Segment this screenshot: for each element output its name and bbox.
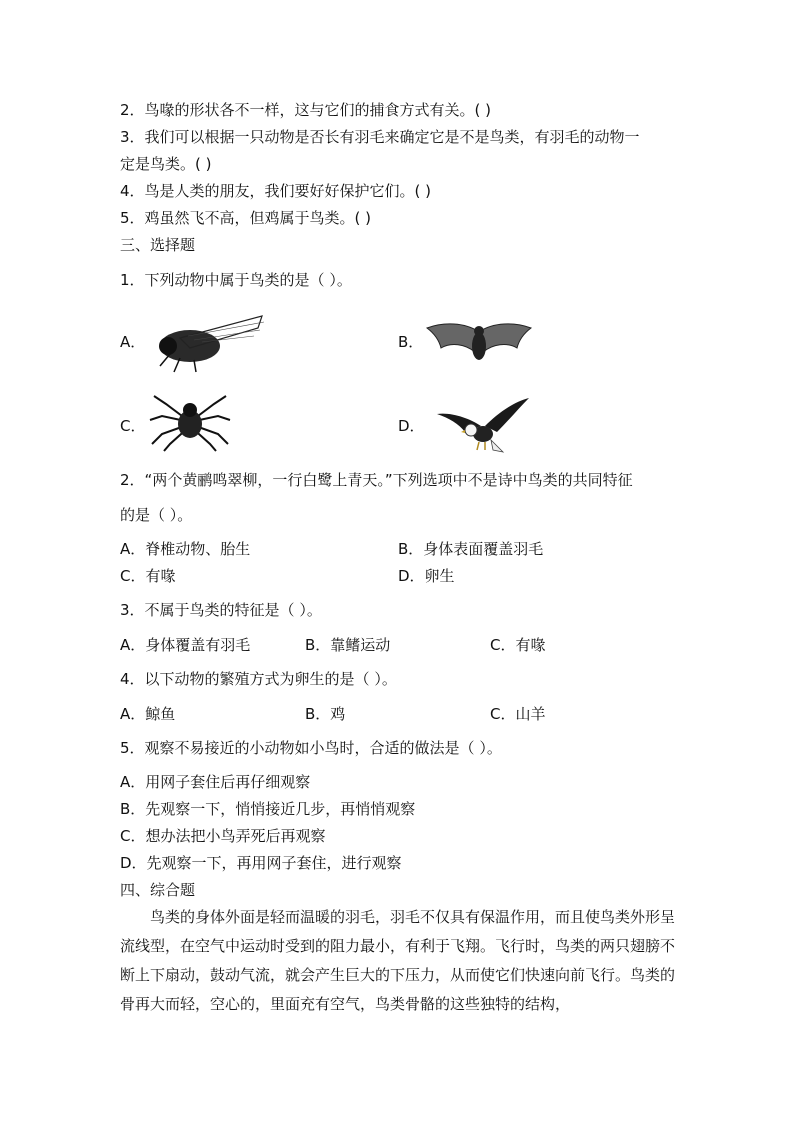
spider-image	[148, 394, 232, 456]
choice-q2-option-a: A．脊椎动物、胎生	[120, 540, 251, 558]
choice-q5-stem: 5．观察不易接近的小动物如小鸟时，合适的做法是（ ）。	[120, 739, 502, 757]
choice-q4-option-b: B．鸡	[305, 705, 346, 723]
judgment-q3-line2: 定是鸟类。( )	[120, 155, 212, 173]
section4-title: 四、综合题	[120, 881, 196, 899]
choice-q2-option-d: D．卵生	[398, 567, 455, 585]
choice-q4-option-a: A．鲸鱼	[120, 705, 176, 723]
choice-q5-option-b: B．先观察一下，悄悄接近几步，再悄悄观察	[120, 800, 416, 818]
choice-q1-stem: 1．下列动物中属于鸟类的是（ ）。	[120, 271, 352, 289]
section4-passage: 鸟类的身体外面是轻而温暖的羽毛，羽毛不仅具有保温作用，而且使鸟类外形呈流线型，在空气中运动时受到的阻力最小，有利于飞翔。飞行时，鸟类的两只翅膀不断上下扇动，鼓动气流，就会产生巨大的下压力，从而使它们快速向前飞行。鸟类的骨再大而轻，空心的，里面充有空气，鸟类骨骼的这些独特的结构，	[120, 908, 676, 1013]
choice-q2-option-b: B．身体表面覆盖羽毛	[398, 540, 544, 558]
choice-q5-option-d: D．先观察一下，再用网子套住，进行观察	[120, 854, 402, 872]
choice-q5-option-a: A．用网子套住后再仔细观察	[120, 773, 311, 791]
choice-q2-option-c: C．有喙	[120, 567, 176, 585]
judgment-q3-line1: 3．我们可以根据一只动物是否长有羽毛来确定它是不是鸟类，有羽毛的动物一	[120, 128, 640, 146]
choice-q4-stem: 4．以下动物的繁殖方式为卵生的是（ ）。	[120, 670, 397, 688]
eagle-image	[435, 396, 531, 462]
choice-q3-option-c: C．有喙	[490, 636, 546, 654]
choice-q1-option-a-label: A．	[120, 333, 146, 351]
choice-q3-stem: 3．不属于鸟类的特征是（ ）。	[120, 601, 322, 619]
judgment-q2: 2．鸟喙的形状各不一样，这与它们的捕食方式有关。( )	[120, 101, 492, 119]
choice-q3-option-a: A．身体覆盖有羽毛	[120, 636, 251, 654]
judgment-q4: 4．鸟是人类的朋友，我们要好好保护它们。( )	[120, 182, 432, 200]
section3-title: 三、选择题	[120, 236, 196, 254]
choice-q1-option-c-label: C．	[120, 417, 146, 435]
choice-q1-option-d-label: D．	[398, 417, 425, 435]
choice-q3-option-b: B．靠鳍运动	[305, 636, 391, 654]
choice-q2-stem-line2: 的是（ ）。	[120, 506, 193, 524]
bat-image	[425, 318, 533, 374]
cicada-image	[150, 308, 268, 380]
choice-q1-option-b-label: B．	[398, 333, 424, 351]
choice-q2-stem-line1: 2．“两个黄鹂鸣翠柳，一行白鹭上青天。”下列选项中不是诗中鸟类的共同特征	[120, 471, 633, 489]
choice-q4-option-c: C．山羊	[490, 705, 546, 723]
judgment-q5: 5．鸡虽然飞不高，但鸡属于鸟类。( )	[120, 209, 372, 227]
choice-q5-option-c: C．想办法把小鸟弄死后再观察	[120, 827, 326, 845]
